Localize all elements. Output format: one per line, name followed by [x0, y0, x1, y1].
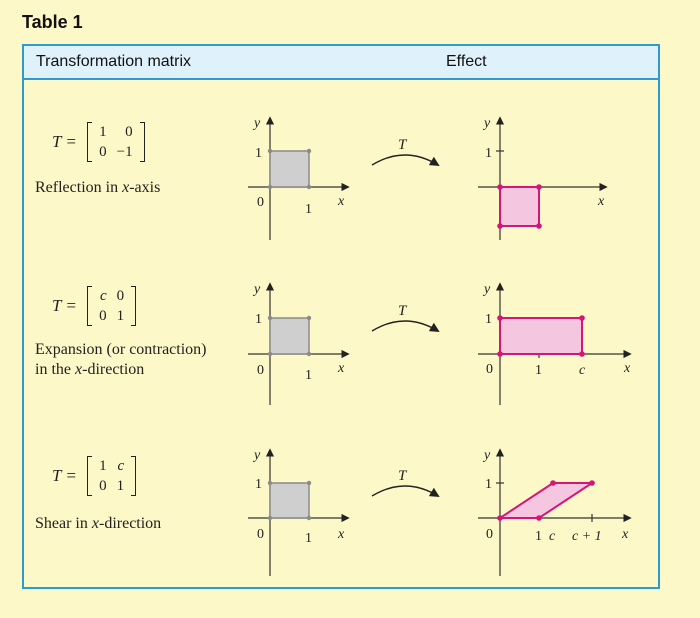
reflected-square — [500, 187, 539, 226]
origin-label: 0 — [486, 527, 493, 542]
description-shear: Shear in x-direction — [35, 515, 162, 532]
tick-one: 1 — [255, 312, 262, 327]
table-title: Table 1 — [22, 12, 83, 32]
origin-label: 0 — [486, 362, 493, 377]
transform-arrow-row1 — [372, 155, 438, 165]
description-expansion: Expansion (or contraction) in the x-direction — [35, 341, 207, 378]
y-axis-label: y — [254, 116, 261, 131]
tick-one: 1 — [255, 477, 262, 492]
y-axis-label: y — [254, 448, 261, 463]
matrix-reflection: T = 1 0 0 −1 — [52, 122, 145, 162]
x-axis-label: x — [338, 527, 345, 542]
origin-label: 0 — [257, 527, 264, 542]
tick-one: 1 — [485, 146, 492, 161]
y-axis-label: y — [254, 282, 261, 297]
transform-arrow-row3 — [372, 486, 438, 496]
x-axis-label: x — [622, 527, 629, 542]
tick-c: c — [579, 363, 586, 378]
y-axis-label: y — [484, 282, 491, 297]
arrow-label-T: T — [398, 468, 407, 484]
sheared-parallelogram — [500, 483, 592, 518]
source-unit-square-row2 — [270, 318, 309, 354]
tick-c: c — [549, 529, 556, 544]
description-reflection: Reflection in x-axis — [35, 179, 161, 196]
tick-one: 1 — [535, 529, 542, 544]
origin-label: 0 — [257, 363, 264, 378]
arrow-label-T: T — [398, 303, 407, 319]
expanded-rectangle — [500, 318, 582, 354]
header-effect: Effect — [446, 53, 487, 70]
header-transformation-matrix: Transformation matrix — [36, 53, 191, 70]
image-axes-row1 — [478, 118, 606, 240]
source-unit-square-row1 — [270, 151, 309, 187]
tick-one: 1 — [305, 202, 312, 217]
x-axis-label: x — [338, 194, 345, 209]
matrix-shear: T = 1 c 0 1 — [52, 456, 136, 496]
tick-one: 1 — [485, 477, 492, 492]
tick-one: 1 — [485, 312, 492, 327]
tick-one: 1 — [255, 146, 262, 161]
y-axis-label: y — [484, 116, 491, 131]
arrow-label-T: T — [398, 137, 407, 153]
tick-one: 1 — [305, 531, 312, 546]
x-axis-label: x — [624, 361, 631, 376]
matrix-expansion: T = c 0 0 1 — [52, 286, 136, 326]
tick-c-plus-1: c + 1 — [572, 529, 602, 544]
x-axis-label: x — [338, 361, 345, 376]
source-unit-square-row3 — [270, 483, 309, 518]
y-axis-label: y — [484, 448, 491, 463]
tick-one: 1 — [535, 363, 542, 378]
x-axis-label: x — [598, 194, 605, 209]
tick-one: 1 — [305, 368, 312, 383]
transform-arrow-row2 — [372, 321, 438, 331]
image-axes-row3 — [478, 450, 630, 576]
origin-label: 0 — [257, 195, 264, 210]
